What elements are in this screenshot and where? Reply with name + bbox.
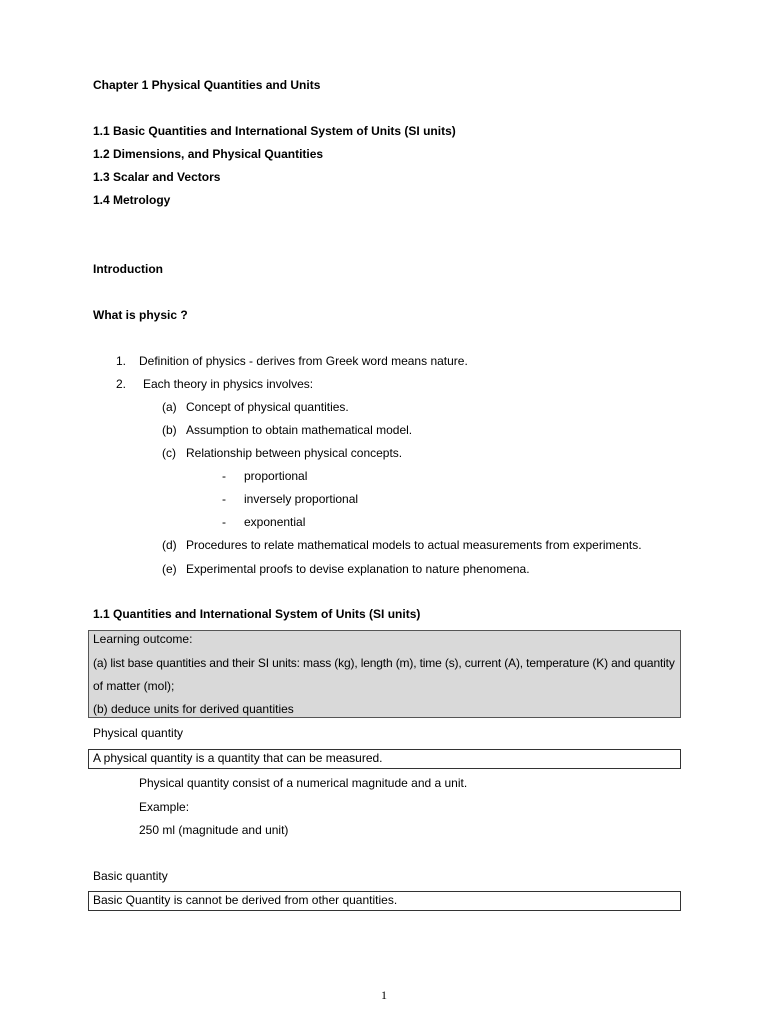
sub-label-a: (a) bbox=[162, 400, 177, 414]
sub-label-b: (b) bbox=[162, 423, 177, 437]
list-item-1: Definition of physics - derives from Greek word means nature. bbox=[139, 354, 468, 368]
dash-item-proportional: proportional bbox=[244, 469, 308, 483]
dash-marker-1: - bbox=[222, 469, 226, 483]
toc-item-1-3: 1.3 Scalar and Vectors bbox=[93, 170, 221, 184]
dash-marker-2: - bbox=[222, 492, 226, 506]
page-number: 1 bbox=[381, 988, 387, 1002]
list-number-2: 2. bbox=[116, 377, 127, 391]
learning-outcome-title: Learning outcome: bbox=[93, 632, 193, 646]
sub-item-e: Experimental proofs to devise explanation to nature phenomena. bbox=[186, 562, 530, 576]
basic-quantity-heading: Basic quantity bbox=[93, 869, 168, 883]
question-heading: What is physic ? bbox=[93, 308, 188, 322]
section-heading: 1.1 Quantities and International System of Units (SI units) bbox=[93, 607, 421, 621]
physical-quantity-example-label: Example: bbox=[139, 800, 190, 814]
sub-label-c: (c) bbox=[162, 446, 176, 460]
dash-marker-3: - bbox=[222, 515, 226, 529]
learning-outcome-a-line2: of matter (mol); bbox=[93, 679, 175, 693]
toc-item-1-2: 1.2 Dimensions, and Physical Quantities bbox=[93, 147, 324, 161]
chapter-title: Chapter 1 Physical Quantities and Units bbox=[93, 78, 321, 92]
list-item-2: Each theory in physics involves: bbox=[143, 377, 314, 391]
toc-item-1-4: 1.4 Metrology bbox=[93, 193, 171, 207]
sub-item-b: Assumption to obtain mathematical model. bbox=[186, 423, 413, 437]
introduction-heading: Introduction bbox=[93, 262, 163, 276]
physical-quantity-line1: Physical quantity consist of a numerical magnitude and a unit. bbox=[139, 776, 468, 790]
toc-item-1-1: 1.1 Basic Quantities and International System of Units (SI units) bbox=[93, 124, 456, 138]
sub-item-a: Concept of physical quantities. bbox=[186, 400, 349, 414]
sub-item-d: Procedures to relate mathematical models to actual measurements from experiments. bbox=[186, 538, 642, 552]
sub-label-d: (d) bbox=[162, 538, 177, 552]
dash-item-exponential: exponential bbox=[244, 515, 306, 529]
list-number-1: 1. bbox=[116, 354, 127, 368]
basic-quantity-definition: Basic Quantity is cannot be derived from other quantities. bbox=[93, 893, 398, 907]
learning-outcome-a-line1: (a) list base quantities and their SI units: mass (kg), length (m), time (s), current (A), temperature (K) and quantity bbox=[93, 656, 675, 670]
sub-label-e: (e) bbox=[162, 562, 177, 576]
physical-quantity-heading: Physical quantity bbox=[93, 726, 184, 740]
sub-item-c: Relationship between physical concepts. bbox=[186, 446, 403, 460]
physical-quantity-example: 250 ml (magnitude and unit) bbox=[139, 823, 289, 837]
learning-outcome-b: (b) deduce units for derived quantities bbox=[93, 702, 294, 716]
physical-quantity-definition: A physical quantity is a quantity that can be measured. bbox=[93, 751, 383, 765]
dash-item-inversely-proportional: inversely proportional bbox=[244, 492, 359, 506]
